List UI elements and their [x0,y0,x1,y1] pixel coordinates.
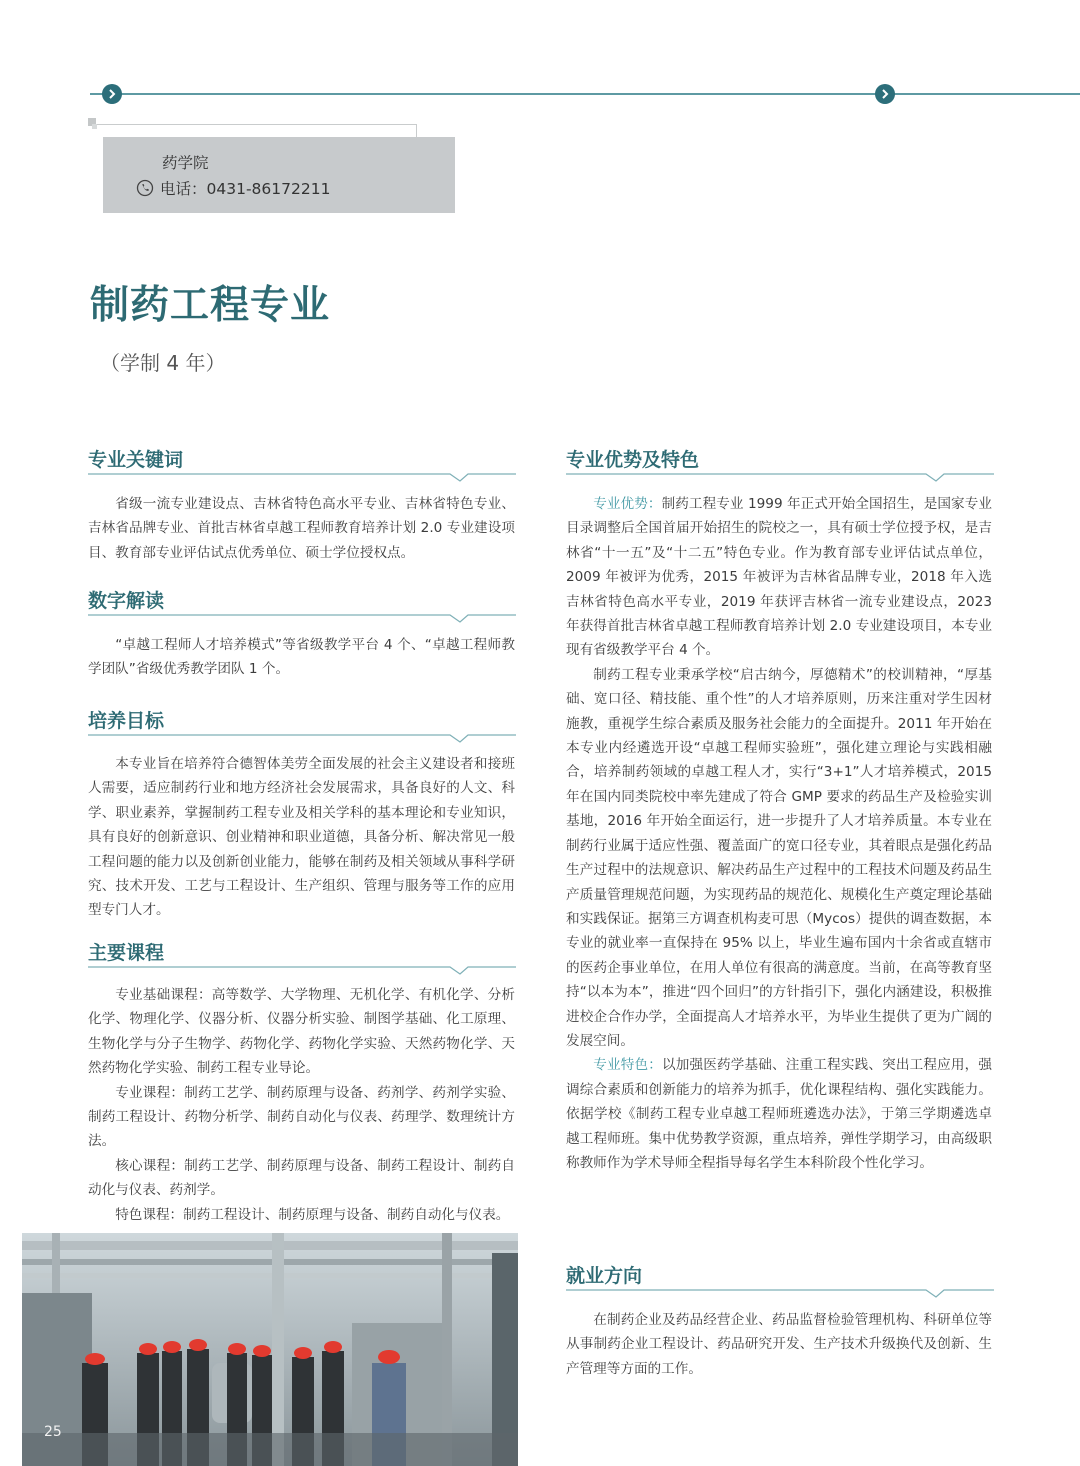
section-divider [88,730,516,744]
numbers-paragraph: “卓越工程师人才培养模式”等省级教学平台 4 个、“卓越工程师教学团队”省级优秀教学团队 1 个。 [88,637,515,678]
page-title: 制药工程专业 [90,283,331,328]
keywords-text [88,492,515,565]
goals-text [88,752,515,923]
factory-visit-illustration [22,1233,518,1466]
feature-content: 以加强医药学基础、注重工程实践、突出工程应用，强调综合素质和创新能力的培养为抓手，优化课程结构、强化实践能力。依据学校《制药工程专业卓越工程师班遴选办法》，于第三学期遴选卓越工程师班。集中优势教学资源，重点培养，弹性学期学习，由高级职称教师作为学术导师全程指导每名学生本科阶段个性化学习。 [566,1057,993,1171]
courses-paragraph: 专业课程：制药工艺学、制药原理与设备、药剂学、药剂学实验、制药工程设计、药物分析学、制药自动化与仪表、药理学、数理统计方法。 [88,1084,515,1150]
section-heading-courses: 主要课程 [88,942,165,964]
lab-photo [22,1233,518,1466]
box-corner-square [92,124,97,129]
goals-paragraph: 本专业旨在培养符合德智体美劳全面发展的社会主义建设者和接班人需要，适应制药行业和地方经济社会发展需求，具备良好的人文、科学、职业素养，掌握制药工程专业及相关学科的基本理论和专业知识，具有良好的创新意识、创业精神和职业道德，具备分析、解决常见一般工程问题的能力以及创新创业能力，能够在制药及相关领域从事科学研究、技术开发、工艺与工程设计、生产组织、管理与服务等工作的应用型专门人才。 [88,756,515,919]
section-heading-numbers: 数字解读 [88,590,165,612]
contact-box [103,137,455,213]
phone-row [136,177,330,199]
section-heading-keywords: 专业关键词 [88,449,184,471]
section-divider [88,962,516,976]
courses-paragraph: 专业基础课程：高等数学、大学物理、无机化学、有机化学、分析化学、物理化学、仪器分析、仪器分析实验、制图学基础、化工原理、生物化学与分子生物学、药物化学、药物化学实验、天然药物化学、天然药物化学实验、制药工程专业导论。 [88,987,515,1077]
page-number: 25 [44,1424,62,1440]
keywords-paragraph: 省级一流专业建设点、吉林省特色高水平专业、吉林省特色专业、吉林省品牌专业、首批吉林省卓越工程师教育培养计划 2.0 专业建设项目、教育部专业评估试点优秀单位、硕士学位授权点。 [88,496,515,561]
arrow-right-icon [102,84,122,104]
advantage-paragraph [566,492,992,663]
courses-text [88,983,515,1227]
section-divider [88,610,516,624]
employment-text [566,1308,992,1381]
phone-icon [136,179,154,197]
section-heading-goals: 培养目标 [88,710,165,732]
advantage-paragraph-2: 制药工程专业秉承学校“启古纳今，厚德精术”的校训精神，“厚基础、宽口径、精技能、重个性”的人才培养原则，历来注重对学生因材施教，重视学生综合素质及服务社会能力的全面提升。2011 年开始在本专业内经遴选开设“卓越工程师实验班”，强化建立理论与实践相融合，培养制药领域的卓越工程人才，实行“3+1”人才培养模式，2015 年在国内同类院校中率先建成了符合 GMP 要求的药品生产及检验实训基地，2016 年开始全面运行，进一步提升了人才培养质量。本专业在制药行业属于适应性强、覆盖面广的宽口径专业，其着眼点是强化药品生产过程中的法规意识、解决药品生产过程中的工程技术问题及药品生产质量管理规范问题，为实现药品的规范化、规模化生产奠定理论基础和实践保证。据第三方调查机构麦可思（Mycos）提供的调查数据，本专业的就业率一直保持在 95% 以上，毕业生遍布国内十余省或直辖市的医药企事业单位，在用人单位有很高的满意度。当前，在高等教育坚持“以本为本”，推进“四个回归”的方针指引下，强化内涵建设，积极推进校企合作办学，全面提高人才培养水平，为毕业生提供了更为广阔的发展空间。 [566,666,992,1049]
advantages-text [566,492,992,1175]
section-divider [566,469,994,483]
numbers-text [88,633,515,682]
courses-paragraph: 核心课程：制药工艺学、制药原理与设备、制药工程设计、制药自动化与仪表、药剂学。 [88,1157,515,1199]
phone-number: 电话：0431-86172211 [160,180,331,198]
advantage-content: 制药工程专业 1999 年正式开始全国招生，是国家专业目录调整后全国首届开始招生的院校之一，具有硕士学位授予权，是吉林省“十一五”及“十二五”特色专业。作为教育部专业评估试点单位，2009 年被评为优秀，2015 年被评为吉林省品牌专业，2018 年入选吉林省特色高水平专业，2019 年获评吉林省一流专业建设点，2023 年获得首批吉林省卓越工程师教育培养计划 2.0 专业建设项目，本专业现有省级教学平台 4 个。 [566,496,992,659]
page-subtitle: （学制 4 年） [100,351,226,375]
section-divider [566,1285,994,1299]
employment-paragraph: 在制药企业及药品经营企业、药品监督检验管理机构、科研单位等从事制药企业工程设计、药品研究开发、生产技术升级换代及创新、生产管理等方面的工作。 [566,1312,992,1377]
section-heading-employment: 就业方向 [566,1265,643,1287]
section-divider [88,469,516,483]
section-heading-advantages: 专业优势及特色 [566,449,700,471]
feature-label: 专业特色： [593,1057,662,1074]
department-name: 药学院 [162,154,209,172]
courses-paragraph: 特色课程：制药工程设计、制药原理与设备、制药自动化与仪表。 [115,1206,510,1223]
top-rule [90,93,1080,95]
arrow-right-icon [875,84,895,104]
feature-paragraph [566,1053,992,1175]
advantage-label: 专业优势： [593,496,662,512]
